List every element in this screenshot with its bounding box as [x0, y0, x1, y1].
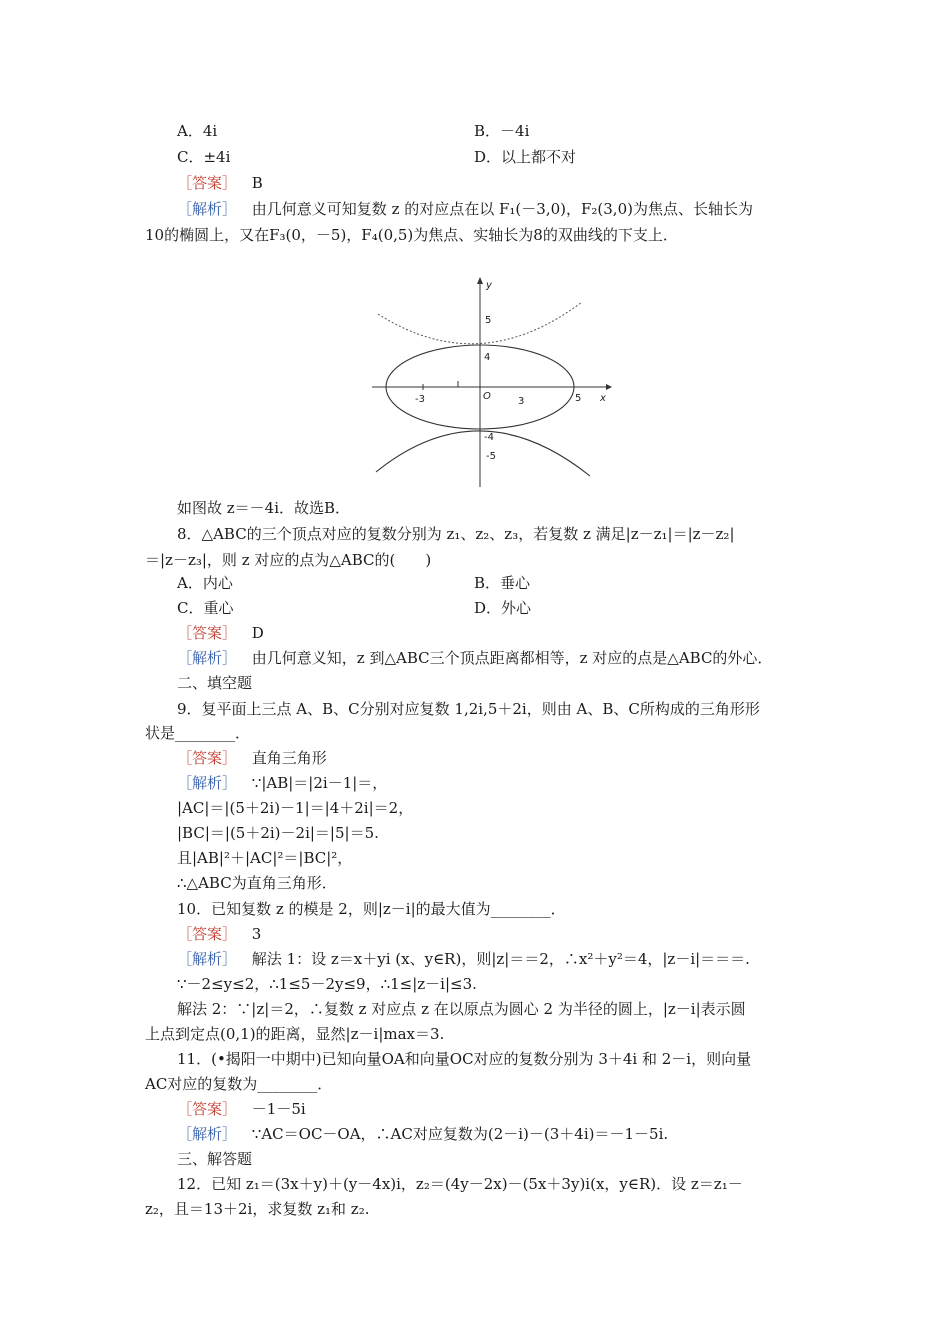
q10-stem	[0, 898, 950, 920]
q9-analysis-line-1	[0, 772, 950, 794]
analysis-label: ［解析］	[177, 649, 238, 667]
section-title: 三、解答题	[177, 1150, 253, 1168]
tick-label-x-neg3: -3	[415, 394, 425, 405]
section-title: 二、填空题	[177, 674, 253, 692]
q8-option-a: A．内心	[177, 574, 233, 592]
tick-label-y-neg5: -5	[486, 451, 496, 462]
q7-analysis-line-1	[0, 198, 950, 220]
q12-stem-line-2	[0, 1198, 950, 1220]
conclusion-text: 如图故 z＝－4i．故选B．	[177, 499, 351, 517]
q8-option-c: C．重心	[177, 599, 234, 617]
q10-analysis-line-3	[0, 998, 950, 1020]
q9-analysis-line-2	[0, 797, 950, 819]
answer-value: B	[251, 174, 263, 192]
question-text: 8．△ABC的三个顶点对应的复数分别为 z₁、z₂、z₃，若复数 z 满足|z－z₁|＝|z－z₂|	[177, 525, 735, 543]
q8-option-d: D．外心	[474, 599, 532, 617]
x-axis-label: x	[600, 393, 606, 404]
question-text: ＝|z－z₃|，则 z 对应的点为△ABC的( )	[145, 551, 432, 569]
q8-stem-line-2	[0, 549, 950, 571]
section-heading-fill-in	[0, 672, 950, 694]
answer-value: D	[251, 624, 264, 642]
answer-value: 3	[251, 925, 262, 943]
q11-stem-line-1	[0, 1048, 950, 1070]
analysis-text: |BC|＝|(5＋2i)－2i|＝|5|＝5.	[177, 824, 379, 842]
analysis-text: ∵AC＝OC－OA，∴AC对应复数为(2－i)－(3＋4i)＝－1－5i.	[251, 1125, 669, 1143]
tick-label-y-neg4: -4	[484, 432, 494, 443]
analysis-text: 解法 2：∵|z|＝2，∴复数 z 对应点 z 在以原点为圆心 2 为半径的圆上，|z－i|表示圆	[177, 1000, 746, 1018]
q7-option-d: D．以上都不对	[474, 148, 577, 166]
origin-label: O	[483, 391, 491, 402]
q7-answer	[0, 172, 950, 194]
q8-stem-line-1	[0, 523, 950, 545]
y-axis-arrow	[477, 277, 483, 284]
section-heading-solve	[0, 1148, 950, 1170]
q10-analysis-line-1	[0, 948, 950, 970]
answer-label: ［答案］	[177, 749, 238, 767]
analysis-text: 由几何意义可知复数 z 的对应点在以 F₁(－3,0)，F₂(3,0)为焦点、长轴长为	[251, 200, 753, 218]
question-text: 12．已知 z₁＝(3x＋y)＋(y－4x)i，z₂＝(4y－2x)－(5x＋3y)i(x，y∈R)．设 z＝z₁－	[177, 1175, 743, 1193]
analysis-label: ［解析］	[177, 1125, 238, 1143]
question-text: AC对应的复数为________．	[145, 1075, 333, 1093]
ellipse-hyperbola-figure	[368, 274, 613, 489]
q9-analysis-line-3	[0, 822, 950, 844]
tick-label-y4: 4	[484, 352, 491, 363]
q9-analysis-line-5	[0, 872, 950, 894]
question-text: 9．复平面上三点 A、B、C分别对应复数 1,2i,5＋2i，则由 A、B、C所构成的三角形形	[177, 700, 760, 718]
analysis-text: |AC|＝|(5＋2i)－1|＝|4＋2i|＝2，	[177, 799, 414, 817]
question-text: 状是________．	[145, 724, 251, 742]
question-text: 10．已知复数 z 的模是 2，则|z－i|的最大值为________．	[177, 900, 566, 918]
analysis-label: ［解析］	[177, 200, 238, 218]
analysis-label: ［解析］	[177, 774, 238, 792]
analysis-text: ∵－2≤y≤2，∴1≤5－2y≤9，∴1≤|z－i|≤3.	[177, 975, 477, 993]
q7-option-a: A．4i	[177, 122, 218, 140]
analysis-text: ∵|AB|＝|2i－1|＝，	[251, 774, 388, 792]
q10-answer	[0, 923, 950, 945]
q9-stem-line-2	[0, 722, 950, 744]
answer-label: ［答案］	[177, 925, 238, 943]
q9-analysis-line-4	[0, 847, 950, 869]
tick-label-x5: 5	[575, 393, 582, 404]
analysis-text: 由几何意义知，z 到△ABC三个顶点距离都相等，z 对应的点是△ABC的外心．	[251, 649, 773, 667]
hyperbola-lower-branch	[376, 431, 590, 476]
q10-analysis-line-2	[0, 973, 950, 995]
tick-label-x3: 3	[518, 396, 525, 407]
q7-option-c: C．±4i	[177, 148, 231, 166]
y-axis-label: y	[486, 280, 492, 291]
question-text: z₂，且＝13＋2i，求复数 z₁和 z₂.	[145, 1200, 370, 1218]
answer-label: ［答案］	[177, 1100, 238, 1118]
q8-answer	[0, 622, 950, 644]
x-axis-arrow	[606, 384, 612, 390]
analysis-text: ∴△ABC为直角三角形．	[177, 874, 337, 892]
tick-label-y5: 5	[485, 315, 492, 326]
q9-stem-line-1	[0, 698, 950, 720]
answer-label: ［答案］	[177, 174, 238, 192]
q8-analysis	[0, 647, 950, 669]
analysis-label: ［解析］	[177, 950, 238, 968]
answer-value: －1－5i	[251, 1100, 306, 1118]
analysis-text: 且|AB|²＋|AC|²＝|BC|²，	[177, 849, 353, 867]
answer-value: 直角三角形	[251, 749, 327, 767]
analysis-text: 上点到定点(0,1)的距离，显然|z－i|max＝3.	[145, 1025, 445, 1043]
analysis-text: 解法 1：设 z＝x＋yi (x、y∈R)，则|z|＝＝2，∴x²＋y²＝4，|z－i|＝＝＝.	[251, 950, 750, 968]
q10-analysis-line-4	[0, 1023, 950, 1045]
q8-option-b: B．垂心	[474, 574, 531, 592]
q12-stem-line-1	[0, 1173, 950, 1195]
q11-answer	[0, 1098, 950, 1120]
question-text: 11．(•揭阳一中期中)已知向量OA和向量OC对应的复数分别为 3＋4i 和 2－i，则向量	[177, 1050, 752, 1068]
answer-label: ［答案］	[177, 624, 238, 642]
q11-analysis	[0, 1123, 950, 1145]
q11-stem-line-2	[0, 1073, 950, 1095]
analysis-text: 10的椭圆上，又在F₃(0，－5)，F₄(0,5)为焦点、实轴长为8的双曲线的下支上．	[145, 226, 678, 244]
q7-analysis-line-2	[0, 224, 950, 246]
q7-conclusion	[0, 497, 950, 519]
q7-option-b: B．－4i	[474, 122, 530, 140]
q9-answer	[0, 747, 950, 769]
